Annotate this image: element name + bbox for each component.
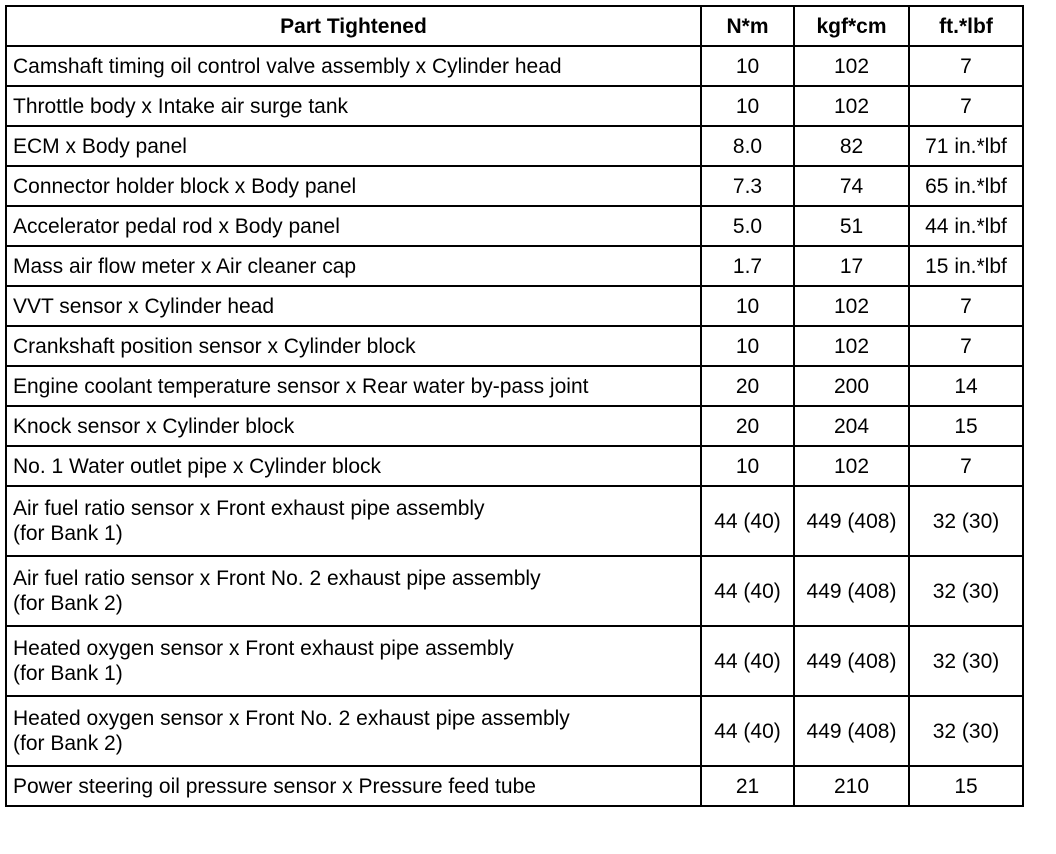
table-row	[6, 696, 1023, 766]
cell-ftlbf: 71 in.*lbf	[909, 126, 1023, 166]
part-name: Heated oxygen sensor x Front exhaust pipe assembly	[13, 637, 514, 660]
cell-ftlbf: 7	[909, 86, 1023, 126]
cell-part-tightened	[6, 286, 701, 326]
cell-kgfcm: 449 (408)	[794, 696, 909, 766]
cell-part-tightened	[6, 126, 701, 166]
cell-kgfcm: 449 (408)	[794, 626, 909, 696]
cell-kgfcm: 200	[794, 366, 909, 406]
cell-nm: 44 (40)	[701, 626, 794, 696]
part-name: Camshaft timing oil control valve assembly x Cylinder head	[13, 54, 562, 78]
cell-ftlbf: 7	[909, 46, 1023, 86]
table-row	[6, 446, 1023, 486]
cell-ftlbf: 15	[909, 406, 1023, 446]
cell-kgfcm: 17	[794, 246, 909, 286]
part-name: Accelerator pedal rod x Body panel	[13, 214, 340, 238]
cell-part-tightened	[6, 626, 701, 696]
cell-ftlbf: 32 (30)	[909, 626, 1023, 696]
table-row	[6, 206, 1023, 246]
torque-specification-table	[5, 5, 1024, 807]
cell-part-tightened	[6, 206, 701, 246]
cell-kgfcm: 102	[794, 46, 909, 86]
table-row	[6, 46, 1023, 86]
cell-kgfcm: 204	[794, 406, 909, 446]
cell-ftlbf: 32 (30)	[909, 486, 1023, 556]
cell-part-tightened	[6, 486, 701, 556]
cell-ftlbf: 15 in.*lbf	[909, 246, 1023, 286]
cell-ftlbf: 65 in.*lbf	[909, 166, 1023, 206]
part-name: Power steering oil pressure sensor x Pressure feed tube	[13, 774, 536, 798]
cell-kgfcm: 449 (408)	[794, 556, 909, 626]
cell-nm: 7.3	[701, 166, 794, 206]
cell-kgfcm: 449 (408)	[794, 486, 909, 556]
cell-part-tightened	[6, 86, 701, 126]
table-body	[6, 46, 1023, 806]
cell-nm: 10	[701, 46, 794, 86]
cell-part-tightened	[6, 166, 701, 206]
cell-nm: 20	[701, 406, 794, 446]
table-row	[6, 406, 1023, 446]
part-name: Connector holder block x Body panel	[13, 174, 357, 198]
part-name: Heated oxygen sensor x Front No. 2 exhaust pipe assembly	[13, 707, 570, 730]
table-row	[6, 556, 1023, 626]
cell-nm: 8.0	[701, 126, 794, 166]
table-row	[6, 286, 1023, 326]
table-row	[6, 626, 1023, 696]
cell-nm: 10	[701, 286, 794, 326]
cell-kgfcm: 82	[794, 126, 909, 166]
cell-nm: 44 (40)	[701, 556, 794, 626]
table-row	[6, 326, 1023, 366]
cell-kgfcm: 102	[794, 446, 909, 486]
cell-nm: 44 (40)	[701, 696, 794, 766]
cell-ftlbf: 32 (30)	[909, 696, 1023, 766]
table-row	[6, 486, 1023, 556]
header-ftlbf: ft.*lbf	[909, 6, 1023, 46]
part-name: ECM x Body panel	[13, 134, 187, 158]
part-name: VVT sensor x Cylinder head	[13, 294, 275, 318]
cell-part-tightened	[6, 46, 701, 86]
table-header-row	[6, 6, 1023, 46]
cell-kgfcm: 74	[794, 166, 909, 206]
cell-nm: 21	[701, 766, 794, 806]
cell-part-tightened	[6, 366, 701, 406]
cell-ftlbf: 32 (30)	[909, 556, 1023, 626]
cell-nm: 1.7	[701, 246, 794, 286]
part-name: Knock sensor x Cylinder block	[13, 414, 295, 438]
part-name: Air fuel ratio sensor x Front No. 2 exhaust pipe assembly	[13, 567, 541, 590]
table-row	[6, 246, 1023, 286]
part-name: Throttle body x Intake air surge tank	[13, 94, 349, 118]
part-name: Air fuel ratio sensor x Front exhaust pipe assembly	[13, 497, 485, 520]
cell-kgfcm: 102	[794, 86, 909, 126]
cell-ftlbf: 7	[909, 326, 1023, 366]
cell-part-tightened	[6, 326, 701, 366]
part-name-qualifier: (for Bank 1)	[13, 662, 123, 685]
header-part-tightened: Part Tightened	[6, 6, 701, 46]
header-kgfcm: kgf*cm	[794, 6, 909, 46]
cell-nm: 20	[701, 366, 794, 406]
cell-kgfcm: 51	[794, 206, 909, 246]
cell-ftlbf: 14	[909, 366, 1023, 406]
cell-nm: 10	[701, 326, 794, 366]
cell-nm: 44 (40)	[701, 486, 794, 556]
cell-kgfcm: 102	[794, 286, 909, 326]
part-name-qualifier: (for Bank 1)	[13, 522, 123, 545]
table-row	[6, 766, 1023, 806]
part-name-qualifier: (for Bank 2)	[13, 592, 123, 615]
cell-part-tightened	[6, 556, 701, 626]
cell-nm: 5.0	[701, 206, 794, 246]
cell-part-tightened	[6, 766, 701, 806]
part-name: No. 1 Water outlet pipe x Cylinder block	[13, 454, 382, 478]
table-row	[6, 366, 1023, 406]
cell-ftlbf: 44 in.*lbf	[909, 206, 1023, 246]
part-name: Engine coolant temperature sensor x Rear water by-pass joint	[13, 374, 589, 398]
cell-part-tightened	[6, 446, 701, 486]
part-name-qualifier: (for Bank 2)	[13, 732, 123, 755]
cell-kgfcm: 102	[794, 326, 909, 366]
part-name: Mass air flow meter x Air cleaner cap	[13, 254, 357, 278]
cell-ftlbf: 7	[909, 286, 1023, 326]
cell-part-tightened	[6, 696, 701, 766]
cell-ftlbf: 15	[909, 766, 1023, 806]
cell-nm: 10	[701, 86, 794, 126]
cell-nm: 10	[701, 446, 794, 486]
cell-kgfcm: 210	[794, 766, 909, 806]
table-row	[6, 166, 1023, 206]
cell-part-tightened	[6, 246, 701, 286]
part-name: Crankshaft position sensor x Cylinder block	[13, 334, 416, 358]
table-row	[6, 86, 1023, 126]
cell-part-tightened	[6, 406, 701, 446]
header-nm: N*m	[701, 6, 794, 46]
cell-ftlbf: 7	[909, 446, 1023, 486]
table-row	[6, 126, 1023, 166]
